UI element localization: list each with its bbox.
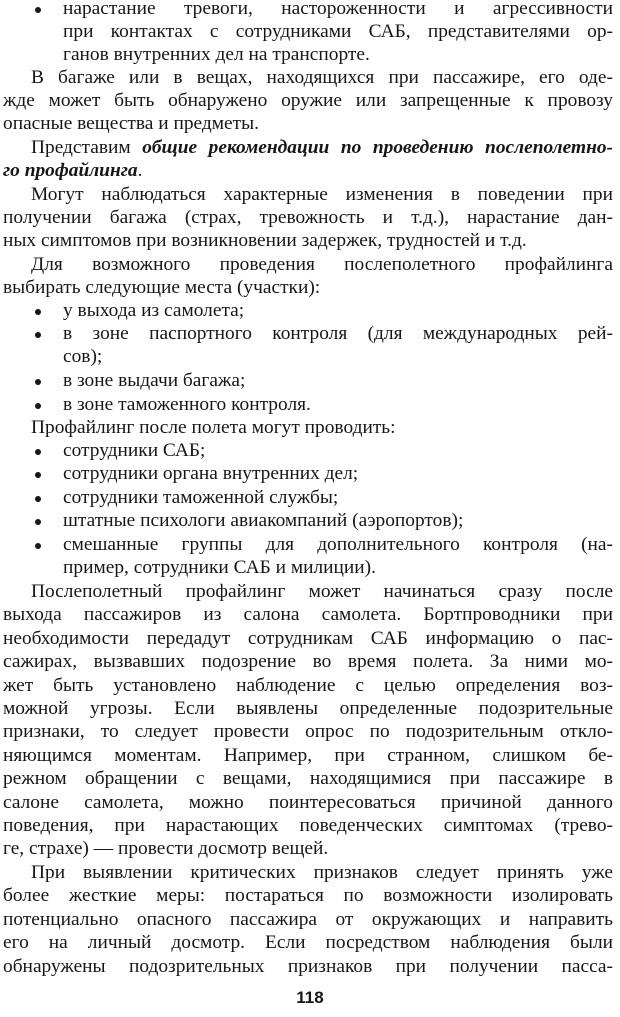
emphasis-text: го профайлинга — [3, 160, 138, 181]
text-line — [3, 159, 613, 183]
text-line: при контактах с сотрудниками САБ, представителями ор- — [63, 21, 613, 42]
text-line: выбирать следующие места (участки): — [3, 277, 321, 298]
plain-text: . — [137, 160, 143, 181]
bullet-icon — [31, 486, 51, 510]
text-line: можной угрозы. Если выявлены определенные подозрительные — [3, 698, 613, 719]
text-line: ных симптомов при возникновении задержек, трудностей и т.д. — [3, 230, 527, 251]
list-item: в зоне паспортного контроля (для международных рей- — [63, 323, 613, 344]
text-line: его на личный досмотр. Если посредством наблюдения были — [3, 932, 613, 953]
bullet-icon — [31, 393, 51, 417]
text-line: более жесткие меры: постараться по возможности изолировать — [3, 885, 613, 906]
list-item: у выхода из самолета; — [63, 300, 245, 321]
text-line: В багаже или в вещах, находящихся при пассажире, его оде- — [31, 67, 613, 88]
text-line: Могут наблюдаться характерные изменения в поведении при — [31, 184, 613, 205]
text-line: ганов внутренних дел на транспорте. — [63, 44, 370, 65]
text-line — [31, 136, 613, 160]
bullet-icon — [31, 439, 51, 463]
list-item: в зоне выдачи багажа; — [63, 370, 246, 391]
text-line: выхода пассажиров из салона самолета. Бортпроводники при — [3, 604, 613, 625]
list-item: смешанные группы для дополнительного контроля (на- — [63, 534, 613, 555]
text-line: сов); — [63, 346, 103, 367]
text-line: жде может быть обнаружено оружие или запрещенные к провозу — [3, 90, 613, 111]
bullet-icon — [31, 533, 51, 557]
plain-text: Представим — [31, 137, 143, 158]
emphasis-text: общие рекомендации по проведению послеполетно- — [142, 137, 613, 158]
bullet-icon — [31, 299, 51, 323]
text-line: необходимости передадут сотрудникам САБ информацию о пас- — [3, 628, 613, 649]
text-line: поведения, при нарастающих поведенческих симптомах (трево- — [3, 815, 613, 836]
text-line: Для возможного проведения послеполетного профайлинга — [31, 254, 613, 275]
text-line: признаки, то следует провести опрос по подозрительным откло- — [3, 721, 613, 742]
bullet-icon — [31, 0, 51, 21]
text-line: салоне самолета, можно поинтересоваться причиной данного — [3, 792, 613, 813]
text-line: сажирах, вызвавших подозрение во время полета. За ними мо- — [3, 651, 613, 672]
bullet-icon — [31, 509, 51, 533]
text-line: потенциально опасного пассажира от окружающих и направить — [3, 909, 613, 930]
text-line: При выявлении критических признаков следует принять уже — [31, 862, 613, 883]
page-number: 118 — [296, 988, 324, 1007]
list-item: сотрудники САБ; — [63, 440, 206, 461]
text-line: няющимся моментам. Например, при странном, слишком бе- — [3, 745, 613, 766]
text-line: Профайлинг после полета могут проводить: — [31, 417, 396, 438]
text-line: ге, страхе) — провести досмотр вещей. — [3, 838, 329, 859]
bullet-icon — [31, 322, 51, 346]
text-line: получении багажа (страх, тревожность и т.д.), нарастание дан- — [3, 207, 613, 228]
bullet-icon — [31, 462, 51, 486]
list-item: в зоне таможенного контроля. — [63, 394, 311, 415]
text-line: обнаружены подозрительных признаков при получении пасса- — [3, 956, 613, 977]
text-line: жет быть установлено наблюдение с целью определения воз- — [3, 675, 613, 696]
text-line: нарастание тревоги, настороженности и агрессивности — [63, 0, 613, 19]
text-line: пример, сотрудники САБ и милиции). — [63, 557, 376, 578]
list-item: штатные психологи авиакомпаний (аэропортов); — [63, 510, 464, 531]
bullet-icon — [31, 369, 51, 393]
text-line: режном обращении с вещами, находящимися при пассажире в — [3, 768, 613, 789]
list-item: сотрудники органа внутренних дел; — [63, 463, 359, 484]
text-line: Послеполетный профайлинг может начинаться сразу после — [31, 581, 613, 602]
list-item: сотрудники таможенной службы; — [63, 487, 339, 508]
text-line: опасные вещества и предметы. — [3, 113, 259, 134]
